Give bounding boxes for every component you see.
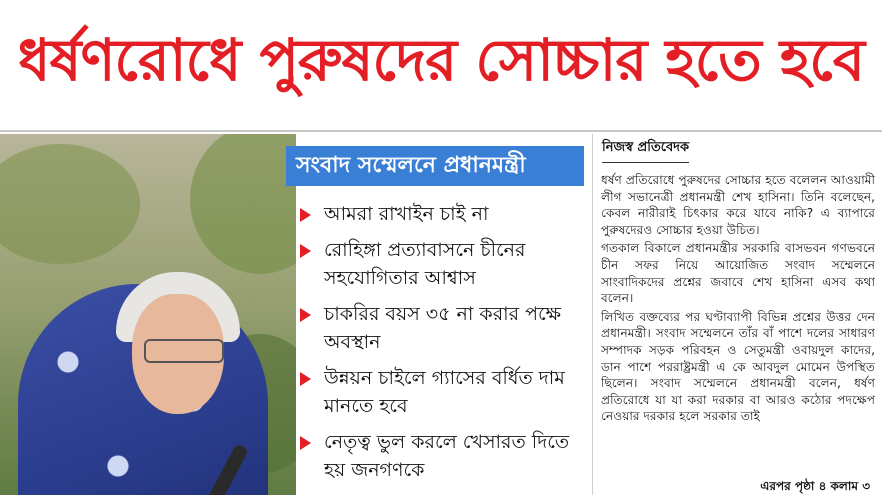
news-photo: [0, 134, 296, 495]
headline-divider: [0, 130, 882, 132]
article-paragraph: লিখিত বক্তব্যের পর ঘণ্টাব্যাপী বিভিন্ন প্রশ্নের উত্তর দেন প্রধানমন্ত্রী। সংবাদ সম্মেলনে তাঁর বাঁ পাশে দলের সাধারণ সম্পাদক সড়ক পরিবহন ও সেতুমন্ত্রী ওবায়দুল কাদের, ডান পাশে পররাষ্ট্রমন্ত্রী এ কে আবদুল মোমেন উপস্থিত ছিলেন। সংবাদ সম্মেলনে প্রধানমন্ত্রী বলেন, ধর্ষণ প্রতিরোধে যা যা করা দরকার বা আরও কঠোর পদক্ষেপ নেওয়ার দরকার হলে সরকার তাই: [601, 309, 875, 424]
glasses-shape: [144, 339, 224, 363]
article-paragraph: ধর্ষণ প্রতিরোধে পুরুষদের সোচ্চার হতে বলেলন আওয়ামী লীগ সভানেত্রী প্রধানমন্ত্রী শেখ হাসিনা। তিনি বলেছেন, কেবল নারীরাই চিৎকার করে যাবে নাকি? এ ব্যাপারে পুরুষদেরও সোচ্চার হওয়া উচিত।: [601, 173, 875, 237]
key-point-text: রোহিঙ্গা প্রত্যাবাসনে চীনের সহযোগিতার আশ্বাস: [324, 239, 526, 289]
key-point: [296, 300, 586, 356]
key-points-list: [296, 200, 586, 492]
bullet-triangle-icon: [300, 436, 311, 450]
bullet-triangle-icon: [300, 208, 311, 222]
headline: ধর্ষণরোধে পুরুষদের সোচ্চার হতে হবে: [18, 25, 864, 94]
key-point-text: চাকরির বয়স ৩৫ না করার পক্ষে অবস্থান: [324, 303, 562, 353]
key-point-text: নেতৃত্ব ভুল করলে খেসারত দিতে হয় জনগণকে: [324, 431, 570, 481]
bullet-triangle-icon: [300, 244, 311, 258]
key-point: [296, 236, 586, 292]
subheading-banner: সংবাদ সম্মেলনে প্রধানমন্ত্রী: [286, 146, 584, 186]
key-point: [296, 428, 586, 484]
byline: নিজস্ব প্রতিবেদক: [602, 138, 689, 163]
continuation-note: এরপর পৃষ্ঠা ৪ কলাম ৩: [756, 478, 870, 498]
key-point: [296, 200, 586, 228]
key-point: [296, 364, 586, 420]
bullet-triangle-icon: [300, 372, 311, 386]
key-point-text: উন্নয়ন চাইলে গ্যাসের বর্ধিত দাম মানতে হবে: [324, 367, 565, 417]
key-point-text: আমরা রাখাইন চাই না: [324, 203, 489, 225]
article-body: [601, 172, 875, 490]
article-paragraph: গতকাল বিকালে প্রধানমন্ত্রীর সরকারি বাসভবন গণভবনে চীন সফর নিয়ে আয়োজিত সংবাদ সম্মেলনে সাংবাদিকদের প্রশ্নের জবাবে শেখ হাসিনা এসব কথা বলেন।: [601, 241, 875, 306]
bullet-triangle-icon: [300, 308, 311, 322]
column-divider: [592, 134, 593, 495]
